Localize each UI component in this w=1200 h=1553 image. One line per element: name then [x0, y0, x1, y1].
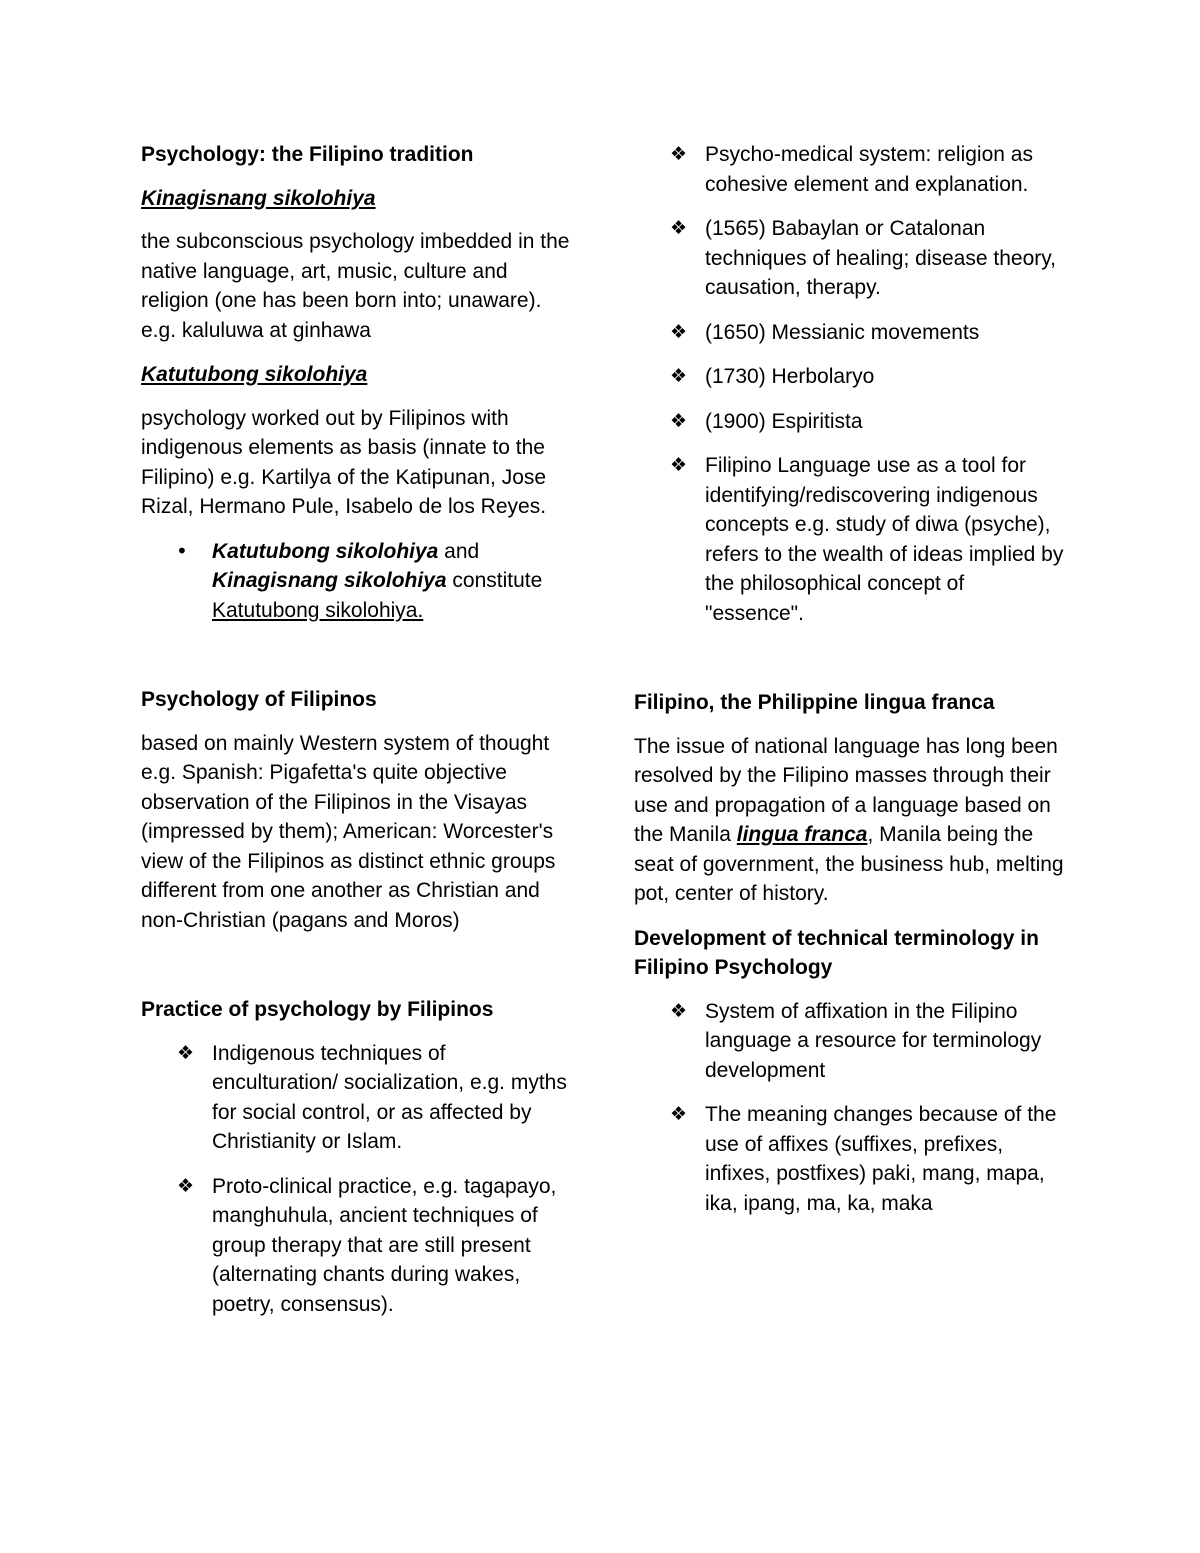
- lingua-franca-description: [634, 732, 1066, 909]
- diamond-bullet-icon: ❖: [670, 999, 688, 1022]
- word-constitute: constitute: [446, 569, 543, 592]
- term-lingua-franca: lingua franca: [736, 823, 868, 846]
- practice-list-continued: [634, 140, 1066, 628]
- heading-psychology-filipino-tradition: Psychology: the Filipino tradition: [141, 143, 474, 166]
- diamond-bullet-icon: ❖: [177, 1174, 195, 1197]
- diamond-bullet-icon: ❖: [670, 320, 688, 343]
- term-katutubong: Katutubong sikolohiya: [212, 539, 439, 563]
- list-item-text: System of affixation in the Filipino language a resource for terminology development: [705, 999, 1042, 1082]
- list-item: [634, 997, 1066, 1086]
- kinagisnang-description: the subconscious psychology imbedded in the native language, art, music, culture and religion (one has been born into; unaware). e.g. kaluluwa at ginhawa: [141, 230, 570, 342]
- diamond-bullet-icon: ❖: [670, 1103, 688, 1125]
- list-item: [634, 1100, 1066, 1218]
- development-list: [634, 997, 1066, 1219]
- diamond-bullet-icon: ❖: [670, 454, 688, 476]
- subheading-kinagisnang-sikolohiya: Kinagisnang sikolohiya: [141, 186, 376, 210]
- word-and: and: [438, 539, 480, 563]
- list-item-text: (1565) Babaylan or Catalonan techniques of healing; disease theory, causation, therapy.: [705, 217, 1057, 299]
- list-item-text: Indigenous techniques of enculturation/ socialization, e.g. myths for social control, or as affected by Christianity or Islam.: [212, 1041, 567, 1153]
- list-item-text: Proto-clinical practice, e.g. tagapayo, manghuhula, ancient techniques of group therapy that are still present (alternating chants during wakes, poetry, consensus).: [212, 1174, 557, 1316]
- diamond-bullet-icon: ❖: [670, 143, 688, 165]
- list-item: [634, 140, 1066, 199]
- heading-psychology-of-filipinos: Psychology of Filipinos: [141, 688, 377, 711]
- psychology-of-filipinos-description: based on mainly Western system of thought e.g. Spanish: Pigafetta's quite objective observation of the Filipinos in the Visayas (impressed by them); American: Worcester's view of the Filipinos as distinct ethnic groups different from one another as Christian and non-Christian (pagans and Moros): [141, 731, 556, 932]
- heading-filipino-lingua-franca: Filipino, the Philippine lingua franca: [634, 691, 995, 714]
- list-item: [141, 1039, 571, 1157]
- list-item: [634, 362, 1066, 392]
- list-item: [634, 451, 1066, 628]
- term-kinagisnang: Kinagisnang sikolohiya: [212, 569, 447, 592]
- katutubong-description: psychology worked out by Filipinos with indigenous elements as basis (innate to the Filipino) e.g. Kartilya of the Katipunan, Jose Rizal, Hermano Pule, Isabelo de los Reyes.: [141, 406, 547, 518]
- list-item-text: (1730) Herbolaryo: [705, 365, 875, 388]
- bullet-dot-icon: •: [176, 538, 188, 563]
- lingua-franca-text-start: The issue of national language has long been resolved by the Filipino masses through their use and propagation of a language based on the Manila: [634, 734, 1058, 846]
- list-item-text: (1900) Espiritista: [705, 409, 863, 433]
- diamond-bullet-icon: ❖: [670, 217, 688, 239]
- practice-list: [141, 1039, 571, 1320]
- lingua-franca-text-end: , Manila being the seat of government, the business hub, melting pot, center of history.: [634, 823, 1064, 905]
- heading-practice-of-psychology: Practice of psychology by Filipinos: [141, 998, 494, 1021]
- list-item: [141, 1172, 571, 1320]
- list-item-text: (1650) Messianic movements: [705, 320, 980, 344]
- diamond-bullet-icon: ❖: [670, 409, 688, 432]
- list-item-text: Filipino Language use as a tool for identifying/rediscovering indigenous concepts e.g. study of diwa (psyche), refers to the wealth of ideas implied by the philosophical concept of "essence".: [705, 454, 1064, 625]
- term-katutubong-underlined: Katutubong sikolohiya.: [212, 598, 424, 622]
- list-item: [634, 214, 1066, 303]
- list-item: [141, 537, 571, 626]
- subheading-katutubong-sikolohiya: Katutubong sikolohiya: [141, 363, 368, 386]
- list-item: [634, 318, 1066, 348]
- list-item-text: Psycho-medical system: religion as cohesive element and explanation.: [705, 143, 1033, 196]
- diamond-bullet-icon: ❖: [177, 1041, 195, 1064]
- heading-development-technical-terminology: Development of technical terminology in Filipino Psychology: [634, 926, 1039, 979]
- constitute-list: [141, 537, 571, 626]
- diamond-bullet-icon: ❖: [670, 365, 688, 387]
- right-column: [634, 140, 1066, 1233]
- list-item-text: The meaning changes because of the use of affixes (suffixes, prefixes, infixes, postfixes) paki, mang, mapa, ika, ipang, ma, ka, maka: [705, 1103, 1057, 1215]
- list-item: [634, 407, 1066, 437]
- left-column: [141, 140, 571, 1334]
